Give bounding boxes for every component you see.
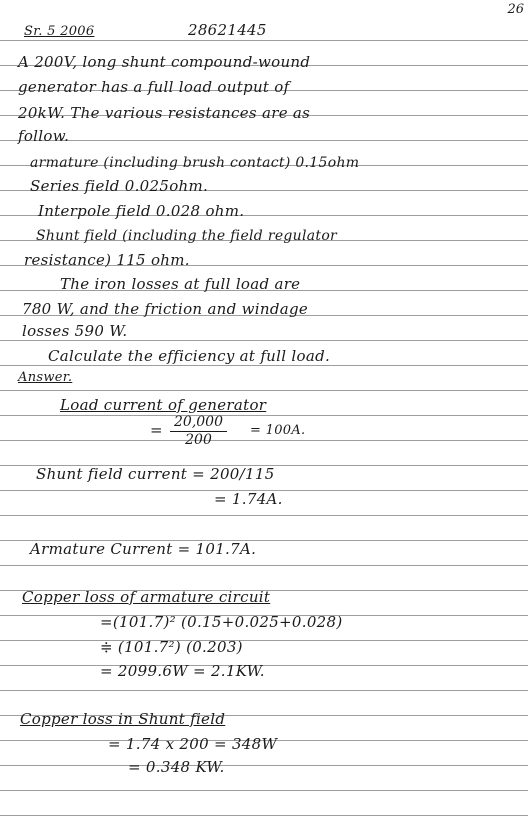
problem-line-11: 780 W, and the friction and windage [22, 300, 309, 318]
header-date: Sr. 5 2006 [24, 24, 95, 39]
copper-armature-line-1: =(101.7)² (0.15+0.025+0.028) [100, 613, 343, 631]
load-current-denominator: 200 [185, 432, 212, 448]
copper-armature-line-3: = 2099.6W = 2.1KW. [100, 662, 265, 680]
copper-armature-title: Copper loss of armature circuit [22, 588, 271, 606]
armature-current: Armature Current = 101.7A. [30, 540, 257, 558]
copper-shunt-title: Copper loss in Shunt field [20, 710, 226, 728]
problem-line-2: generator has a full load output of [18, 78, 290, 96]
problem-line-8: Shunt field (including the field regulator [36, 228, 338, 244]
problem-line-1: A 200V, long shunt compound-wound [18, 53, 311, 71]
load-current-numerator: 20,000 [170, 414, 227, 432]
problem-line-12: losses 590 W. [22, 322, 128, 340]
problem-line-3: 20kW. The various resistances are as [18, 104, 311, 122]
problem-line-5: armature (including brush contact) 0.15ohm [30, 155, 360, 171]
problem-line-7: Interpole field 0.028 ohm. [38, 202, 245, 220]
problem-line-10: The iron losses at full load are [60, 275, 301, 293]
shunt-current-line-2: = 1.74A. [214, 490, 283, 508]
problem-line-6: Series field 0.025ohm. [30, 177, 209, 195]
copper-armature-line-2: ≑ (101.7²) (0.203) [100, 638, 243, 656]
load-current-result: = 100A. [250, 423, 306, 438]
shunt-current-line-1: Shunt field current = 200/115 [36, 465, 275, 483]
answer-label: Answer. [18, 370, 73, 385]
copper-shunt-line-1: = 1.74 x 200 = 348W [108, 735, 278, 753]
load-current-eq: = [150, 421, 163, 439]
problem-line-4: follow. [18, 127, 70, 145]
copper-shunt-line-2: = 0.348 KW. [128, 758, 225, 776]
header-number: 28621445 [188, 21, 267, 39]
problem-line-9: resistance) 115 ohm. [24, 251, 190, 269]
problem-line-13: Calculate the efficiency at full load. [48, 347, 331, 365]
load-current-title: Load current of generator [60, 396, 267, 414]
load-current-fraction [170, 414, 227, 449]
page-number: 26 [507, 2, 524, 17]
